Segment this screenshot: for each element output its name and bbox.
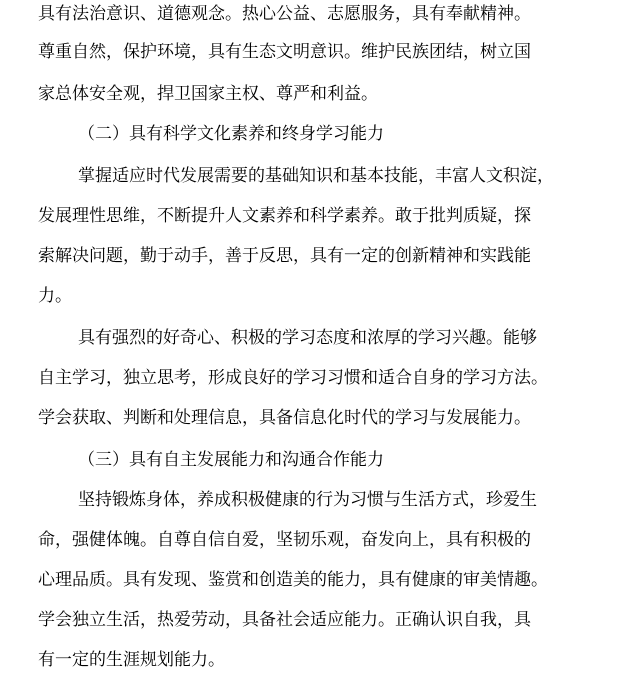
paragraph-line: 尊重自然，保护环境，具有生态文明意识。维护民族团结，树立国 — [38, 42, 531, 62]
paragraph-line: 学会获取、判断和处理信息，具备信息化时代的学习与发展能力。 — [38, 408, 531, 428]
paragraph-line: 具有法治意识、道德观念。热心公益、志愿服务，具有奉献精神。 — [38, 4, 531, 24]
paragraph-line: 掌握适应时代发展需要的基础知识和基本技能，丰富人文积淀， — [78, 166, 554, 186]
paragraph-line: 坚持锻炼身体，养成积极健康的行为习惯与生活方式，珍爱生 — [78, 490, 537, 510]
paragraph-line: 学会独立生活，热爱劳动，具备社会适应能力。正确认识自我，具 — [38, 610, 531, 630]
section-heading: （三）具有自主发展能力和沟通合作能力 — [78, 450, 384, 470]
paragraph-line: 有一定的生涯规划能力。 — [38, 650, 225, 670]
paragraph-line: 索解决问题，勤于动手，善于反思，具有一定的创新精神和实践能 — [38, 246, 531, 266]
paragraph-line: 家总体安全观，捍卫国家主权、尊严和利益。 — [38, 84, 378, 104]
paragraph-line: 心理品质。具有发现、鉴赏和创造美的能力，具有健康的审美情趣。 — [38, 570, 548, 590]
paragraph-line: 力。 — [38, 286, 72, 306]
section-heading: （二）具有科学文化素养和终身学习能力 — [78, 124, 384, 144]
paragraph-line: 自主学习，独立思考，形成良好的学习习惯和适合自身的学习方法。 — [38, 368, 548, 388]
paragraph-line: 命，强健体魄。自尊自信自爱，坚韧乐观，奋发向上，具有积极的 — [38, 530, 531, 550]
paragraph-line: 具有强烈的好奇心、积极的学习态度和浓厚的学习兴趣。能够 — [78, 328, 537, 348]
paragraph-line: 发展理性思维，不断提升人文素养和科学素养。敢于批判质疑，探 — [38, 206, 531, 226]
